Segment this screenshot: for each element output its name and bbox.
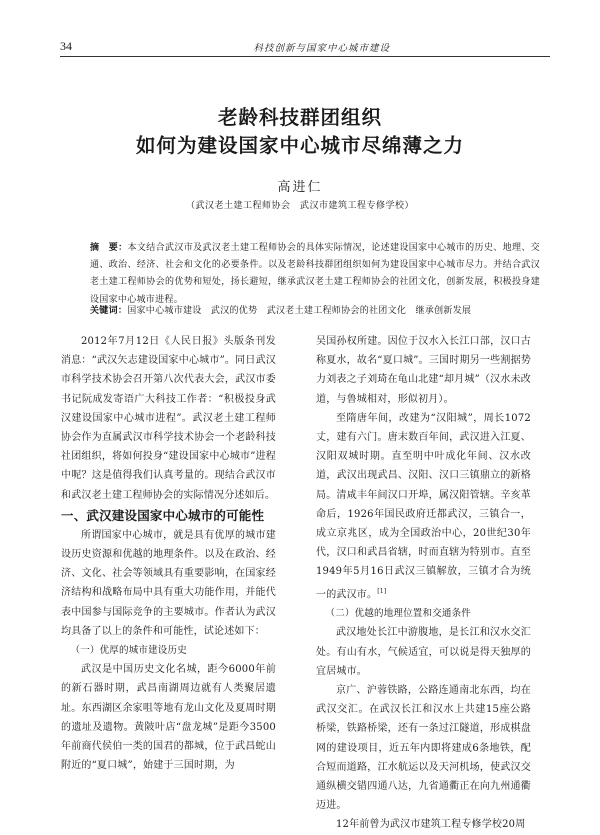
intro-paragraph: 2012年7月12日《人民日报》头版条刊发消息：“武汉矢志建设国家中心城市”。同日武汉市科学技术协会召开第八次代表大会，武汉市委书记阮成发寄语广大科技工作者：“积极投身武汉建设国家中心城市进程”。武汉老土建工程师协会作为直属武汉市科学技术协会一个老龄科技社团组织，将如何投身“建设国家中心城市”进程中呢？这是值得我们认真考量的。现结合武汉市和武汉老土建工程师协会的实际情况分述如后。 [61,336,276,501]
subsection-1-heading: （一）优厚的城市建设历史 [70,645,187,657]
author-name: 高进仁 [277,180,323,195]
left-column [61,332,276,775]
title-line-1: 老龄科技群团组织 [217,106,382,129]
transport-paragraph: 京广、沪蓉铁路，公路连通南北东西，均在武汉交汇。在武汉长江和汉水上共建15座公路桥梁，铁路桥梁，还有一条过江隧道，形成棋盘网的建设项目，近五年内即将建成6条地铁，配合短而道路，江水航运以及天河机场，使武汉交通纵横交错四通八达，九省通衢正在向九州通衢迈进。 [316,684,531,812]
closing-paragraph: 12年前曾为武汉市建筑工程专修学校20周 [336,819,526,831]
section-1-paragraph: 所谓国家中心城市，就是具有优厚的城市建设历史资源和优越的地理条件。以及在政治、经济、文化、社会等领域具有重要影响，在国家经济结构和战略布局中具有重大功能作用，并能代表中国参与国际竞争的主要城市。作者认为武汉均具备了以上的条件和可能性，试论述如下： [61,529,276,637]
abstract [90,240,540,309]
keywords-text: 国家中心城市建设 武汉的优势 武汉老土建工程师协会的社团文化 继承创新发展 [127,306,472,316]
subsection-1-paragraph: 武汉是中国历史文化名城，距今6000年前的新石器时期，武昌南湖周边就有人类聚居遗址。东西湖区余家咀等地有龙山文化及夏周时期的遗址及遗物。黄陂叶店“盘龙城”是距今3500年前商代侯伯一类的国君的都城，位于武昌蛇山附近的“夏口城”，始建于三国时期，为 [61,664,276,772]
history-paragraph-2 [316,409,531,604]
abstract-text: 本文结合武汉市及武汉老土建工程师协会的具体实际情况，论述建设国家中心城市的历史、地理、交通、政治、经济、社会和文化的必要条件。以及老龄科技群团组织如何为建设国家中心城市尽力。并结合武汉老土建工程师协会的优势和短处，扬长避短，继承武汉老土建工程师协会的社团文化，创新发展，积极投身建设国家中心城市进程。 [90,243,541,305]
keywords-label: 关键词： [90,306,128,316]
title-line-2: 如何为建设国家中心城市尽绵薄之力 [135,134,464,157]
keywords [90,303,540,316]
history-paragraph-2-text: 至隋唐年间，改建为“汉阳城”，周长1072丈，建有六门。唐末数百年间，武汉进入江夏、汉阳双城时期。直至明中叶成化年间、汉水改道，武汉出现武昌、汉阳、汉口三镇鼎立的新格局。清咸丰年间汉口开埠，属汉阳管辖。辛亥革命后，1926年国民政府迁都武汉，三镇合一，成立京兆区，成为全国政治中心，20世纪30年代，汉口和武昌省辖，时而直辖为特别市。直至1949年5月16日武汉三镇解放，三镇才合为统一的武汉市。 [316,412,531,600]
subsection-2-heading: （二）优越的地理位置和交通条件 [325,608,472,620]
section-1-heading: 一、武汉建设国家中心城市的可能性 [61,507,265,523]
geography-paragraph: 武汉地处长江中游腹地，是长江和汉水交汇处。有山有水，气候适宜，可以说是得天独厚的宜居城市。 [316,627,531,677]
running-header [60,36,550,57]
history-paragraph-1: 吴国孙权所建。因位于汉水入长江口部，汉口古称夏水，故名“夏口城”。三国时期另一些割据势力刘表之子刘琦在龟山北建“却月城”（汉水未改道，与鲁城相对，形似初月）。 [316,336,531,405]
right-column [316,332,531,835]
reference-marker: [1] [377,587,387,595]
journal-name: 科技创新与国家中心城市建设 [253,43,390,54]
page-number: 34 [60,39,72,53]
abstract-label: 摘 要： [90,243,128,253]
author-affiliation: （武汉老土建工程师协会 武汉市建筑工程专修学校） [185,201,414,211]
